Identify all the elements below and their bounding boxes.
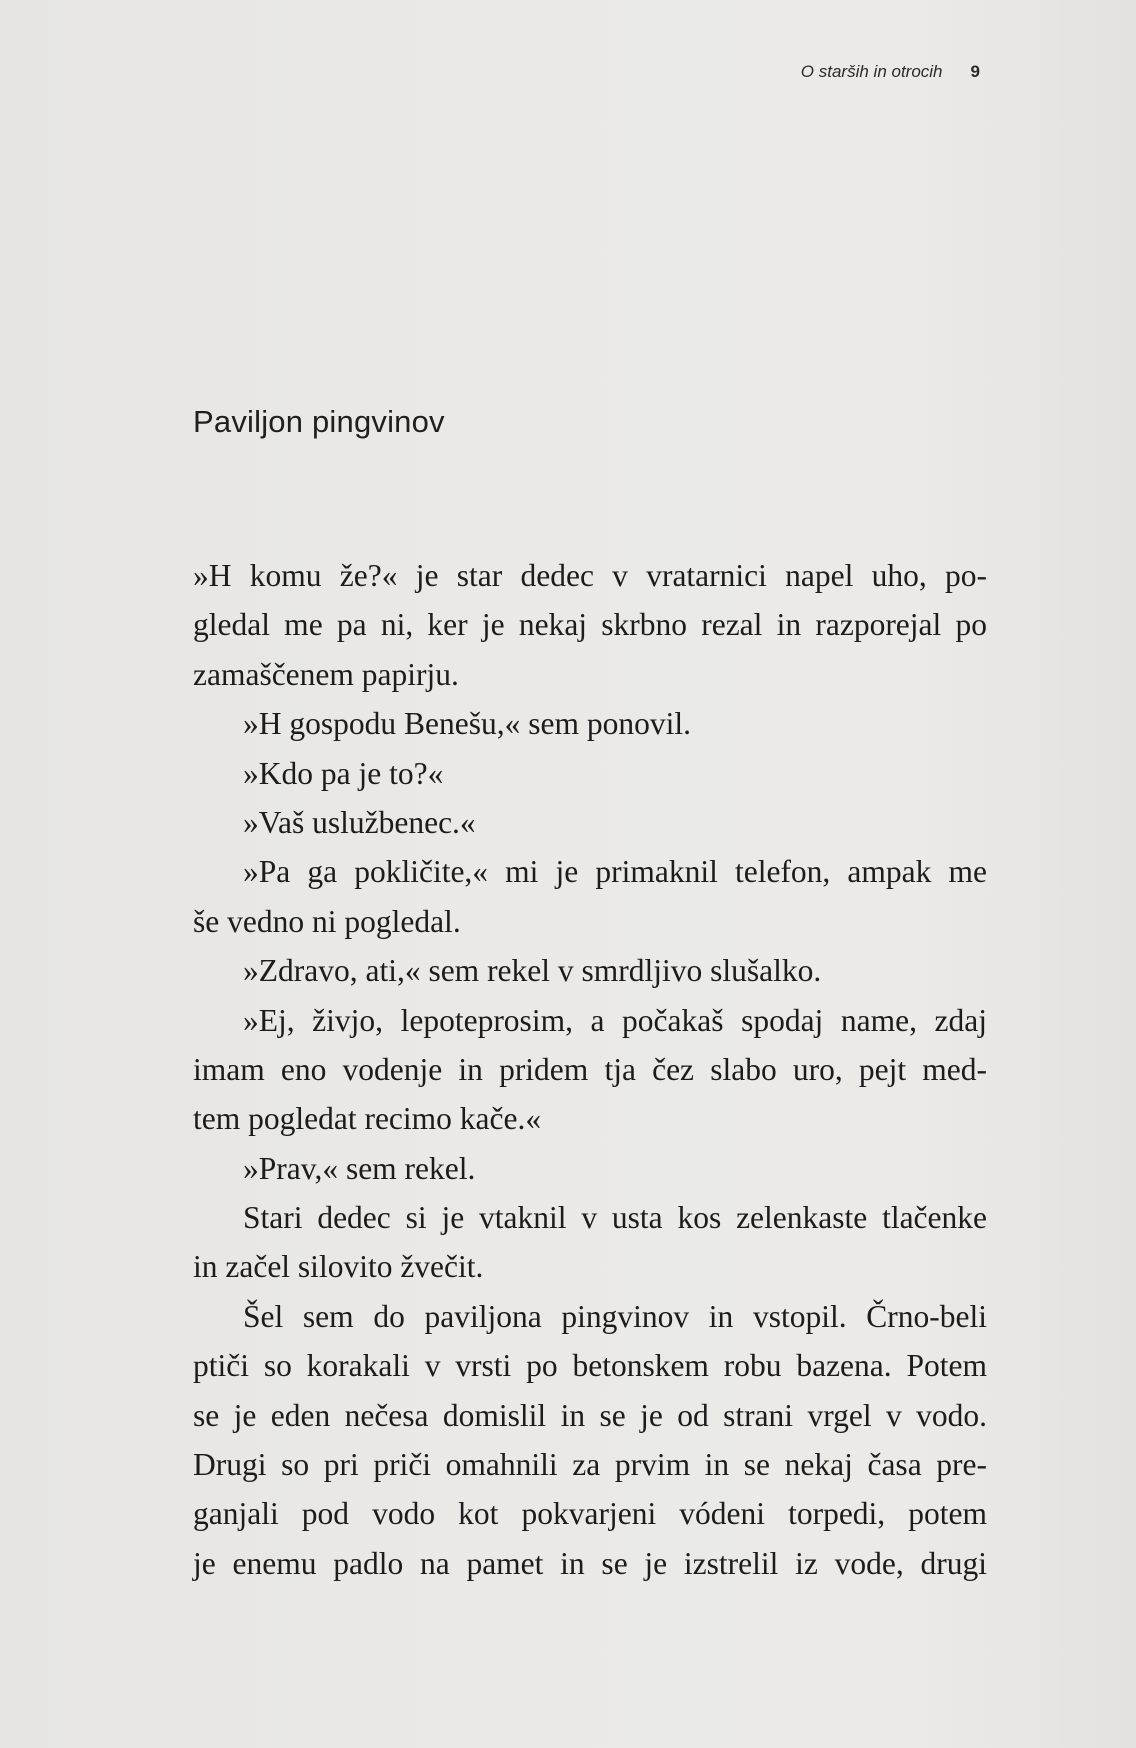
page-number: 9 xyxy=(970,62,980,81)
text-line: »H komu že?« je star dedec v vratarnici napel uho, po- xyxy=(193,558,987,593)
text-line: gledal me pa ni, ker je nekaj skrbno rezal in razporejal po xyxy=(193,607,987,643)
running-title: O starših in otrocih xyxy=(800,62,943,81)
text-line: je enemu padlo na pamet in se je izstrelil iz vode, drugi xyxy=(193,1545,987,1581)
text-line: Šel sem do paviljona pingvinov in vstopil. Črno-beli xyxy=(243,1298,987,1334)
text-line: »Pa ga pokličite,« mi je primaknil telefon, ampak me xyxy=(243,854,987,890)
text-line: imam eno vodenje in pridem tja čez slabo uro, pejt med- xyxy=(193,1051,987,1087)
chapter-title: Paviljon pingvinov xyxy=(193,404,445,439)
text-line: zamaščenem papirju. xyxy=(193,656,459,692)
text-line: »Vaš uslužbenec.« xyxy=(243,804,476,840)
text-line: »Prav,« sem rekel. xyxy=(243,1150,476,1186)
body-text xyxy=(193,551,987,1588)
text-line: »H gospodu Benešu,« sem ponovil. xyxy=(243,706,691,742)
text-line: in začel silovito žvečit. xyxy=(193,1249,484,1285)
text-line: ganjali pod vodo kot pokvarjeni vódeni torpedi, potem xyxy=(193,1496,987,1532)
text-line: »Ej, živjo, lepoteprosim, a počakaš spodaj name, zdaj xyxy=(243,1002,987,1038)
text-line: ptiči so korakali v vrsti po betonskem robu bazena. Potem xyxy=(193,1348,987,1384)
running-header xyxy=(801,62,980,82)
text-line: »Kdo pa je to?« xyxy=(243,755,444,791)
text-line: »Zdravo, ati,« sem rekel v smrdljivo slušalko. xyxy=(243,953,822,989)
text-line: Stari dedec si je vtaknil v usta kos zelenkaste tlačenke xyxy=(243,1200,987,1236)
text-line: Drugi so pri priči omahnili za prvim in se nekaj časa pre- xyxy=(193,1447,987,1483)
text-line: tem pogledat recimo kače.« xyxy=(193,1101,542,1137)
text-line: se je eden nečesa domislil in se je od strani vrgel v vodo. xyxy=(193,1397,987,1433)
text-line: še vedno ni pogledal. xyxy=(193,903,461,939)
